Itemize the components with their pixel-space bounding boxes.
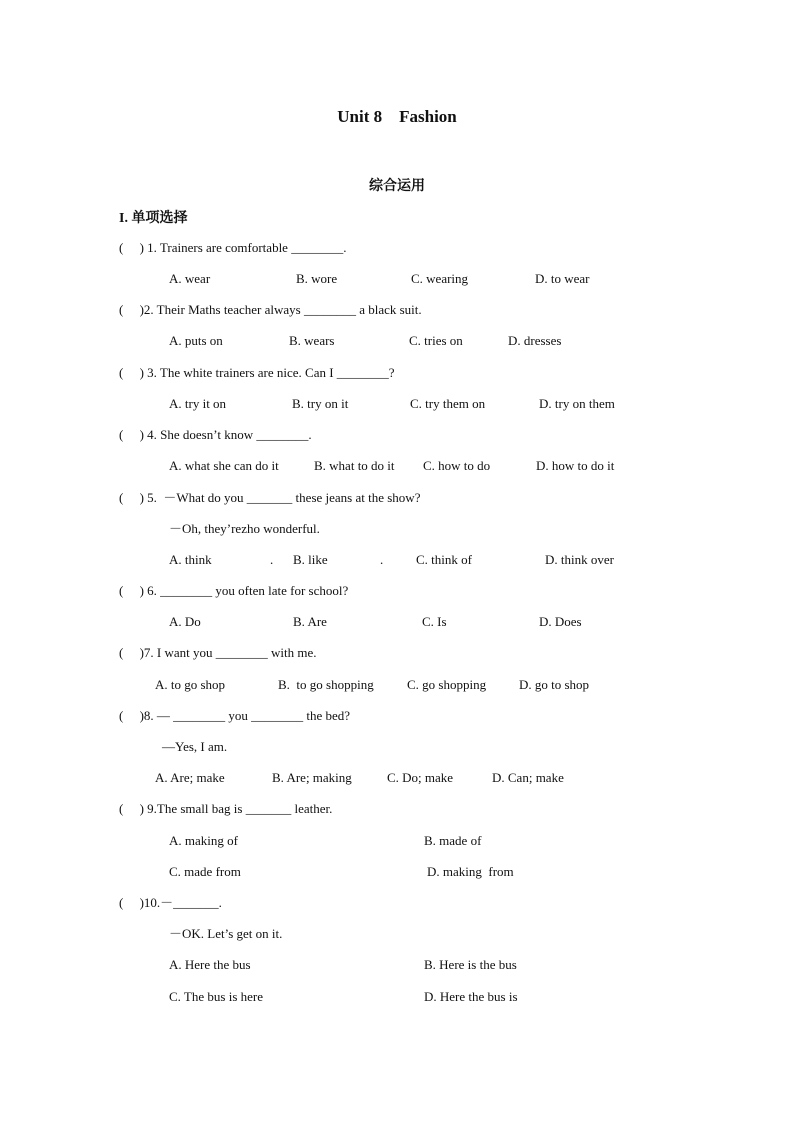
question-5-dialogue: －Oh, they’rezho wonderful. xyxy=(169,521,320,536)
question-6-option-b: B. Are xyxy=(293,614,327,629)
question-4-stem: ( ) 4. She doesn’t know ________. xyxy=(119,427,312,442)
question-2-option-c: C. tries on xyxy=(409,333,463,348)
question-5-option-a: A. think xyxy=(169,552,212,567)
question-6-option-d: D. Does xyxy=(539,614,582,629)
page-title: Unit 8 Fashion xyxy=(337,107,457,126)
question-4-option-c: C. how to do xyxy=(423,458,491,473)
question-2-stem: ( )2. Their Maths teacher always ________ a black suit. xyxy=(119,302,422,317)
question-7-option-a: A. to go shop xyxy=(155,677,226,692)
question-8-stem: ( )8. — ________ you ________ the bed? xyxy=(119,708,351,723)
question-5-stray-mark: . xyxy=(380,552,384,567)
question-10-dialogue: －OK. Let’s get on it. xyxy=(169,926,283,941)
question-5-stem: ( ) 5. －What do you _______ these jeans at the show? xyxy=(119,490,421,505)
question-5-option-b: B. like xyxy=(293,552,328,567)
question-10-option-b: B. Here is the bus xyxy=(424,957,517,972)
question-10-stem: ( )10.－_______. xyxy=(119,895,222,910)
question-3-stem: ( ) 3. The white trainers are nice. Can I ________? xyxy=(119,365,395,380)
question-1-option-a: A. wear xyxy=(169,271,211,286)
question-2-option-b: B. wears xyxy=(289,333,335,348)
question-10-option-a: A. Here the bus xyxy=(169,957,251,972)
section-heading: I. 单项选择 xyxy=(119,211,188,226)
section-subtitle: 综合运用 xyxy=(369,179,425,194)
question-2-option-d: D. dresses xyxy=(508,333,562,348)
question-8-option-d: D. Can; make xyxy=(492,770,564,785)
question-9-stem: ( ) 9.The small bag is _______ leather. xyxy=(119,801,333,816)
question-4-option-a: A. what she can do it xyxy=(169,458,279,473)
question-9-option-c: C. made from xyxy=(169,864,241,879)
question-4-option-b: B. what to do it xyxy=(314,458,395,473)
question-1-option-d: D. to wear xyxy=(535,271,590,286)
question-5-stray-mark: . xyxy=(270,552,274,567)
question-3-option-d: D. try on them xyxy=(539,396,615,411)
question-8-option-a: A. Are; make xyxy=(155,770,225,785)
question-7-option-b: B. to go shopping xyxy=(278,677,374,692)
question-8-option-c: C. Do; make xyxy=(387,770,454,785)
question-9-option-a: A. making of xyxy=(169,833,238,848)
question-5-option-d: D. think over xyxy=(545,552,614,567)
question-3-option-b: B. try on it xyxy=(292,396,349,411)
question-1-option-b: B. wore xyxy=(296,271,338,286)
question-6-option-a: A. Do xyxy=(169,614,201,629)
question-7-stem: ( )7. I want you ________ with me. xyxy=(119,645,317,660)
question-6-stem: ( ) 6. ________ you often late for school? xyxy=(119,583,349,598)
question-4-option-d: D. how to do it xyxy=(536,458,615,473)
question-1-stem: ( ) 1. Trainers are comfortable ________. xyxy=(119,240,347,255)
question-9-option-b: B. made of xyxy=(424,833,482,848)
question-3-option-a: A. try it on xyxy=(169,396,227,411)
question-6-option-c: C. Is xyxy=(422,614,447,629)
question-3-option-c: C. try them on xyxy=(410,396,486,411)
question-10-option-c: C. The bus is here xyxy=(169,989,263,1004)
question-1-option-c: C. wearing xyxy=(411,271,469,286)
question-8-dialogue: —Yes, I am. xyxy=(162,739,228,754)
question-8-option-b: B. Are; making xyxy=(272,770,352,785)
question-5-option-c: C. think of xyxy=(416,552,472,567)
question-9-option-d: D. making from xyxy=(427,864,514,879)
question-7-option-c: C. go shopping xyxy=(407,677,487,692)
question-10-option-d: D. Here the bus is xyxy=(424,989,518,1004)
question-7-option-d: D. go to shop xyxy=(519,677,590,692)
question-2-option-a: A. puts on xyxy=(169,333,223,348)
